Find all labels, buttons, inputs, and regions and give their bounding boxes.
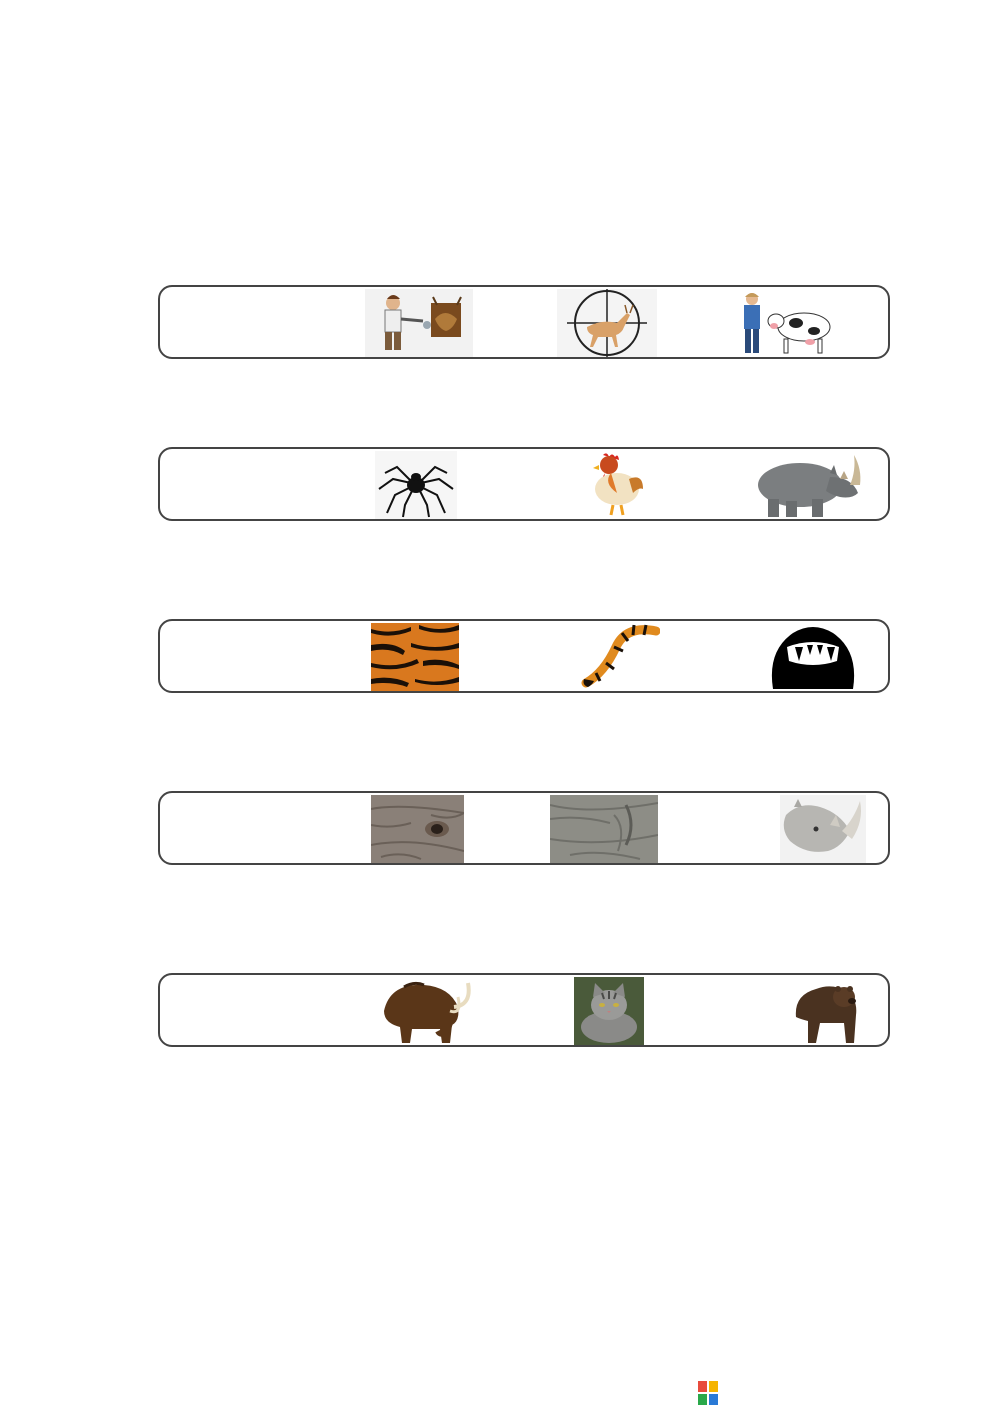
option-cave-bear[interactable] bbox=[788, 977, 860, 1045]
question-5 bbox=[124, 946, 156, 966]
option-spider[interactable] bbox=[375, 451, 457, 519]
speaker-icon[interactable] bbox=[180, 455, 242, 517]
option-hunter-trophy[interactable] bbox=[365, 289, 473, 357]
option-fang-teeth[interactable] bbox=[767, 623, 859, 691]
question-4 bbox=[124, 764, 156, 784]
speaker-icon[interactable] bbox=[180, 293, 242, 355]
option-deer-crosshair[interactable] bbox=[557, 289, 657, 357]
speaker-icon[interactable] bbox=[180, 799, 242, 861]
option-rhino-eye[interactable] bbox=[371, 795, 464, 863]
question-2 bbox=[124, 418, 156, 438]
answer-box-5 bbox=[158, 973, 890, 1047]
answer-box-3 bbox=[158, 619, 890, 693]
question-1 bbox=[124, 235, 156, 255]
option-tiger-skin[interactable] bbox=[371, 623, 459, 691]
answer-box-2 bbox=[158, 447, 890, 521]
option-rhino-skin[interactable] bbox=[550, 795, 658, 863]
option-cat[interactable] bbox=[574, 977, 644, 1045]
answer-box-4 bbox=[158, 791, 890, 865]
speaker-icon[interactable] bbox=[180, 627, 242, 689]
option-rhino-horn[interactable] bbox=[780, 795, 866, 863]
option-farmer-cow[interactable] bbox=[738, 289, 838, 357]
option-tiger-tail[interactable] bbox=[580, 623, 660, 691]
question-3 bbox=[124, 591, 156, 611]
liveworksheets-logo bbox=[697, 1378, 721, 1408]
option-chicken[interactable] bbox=[585, 451, 645, 519]
answer-box-1 bbox=[158, 285, 890, 359]
option-rhino[interactable] bbox=[750, 451, 864, 519]
option-mammoth[interactable] bbox=[374, 977, 472, 1045]
liveworksheets-icon bbox=[697, 1380, 719, 1406]
speaker-icon[interactable] bbox=[180, 981, 242, 1043]
